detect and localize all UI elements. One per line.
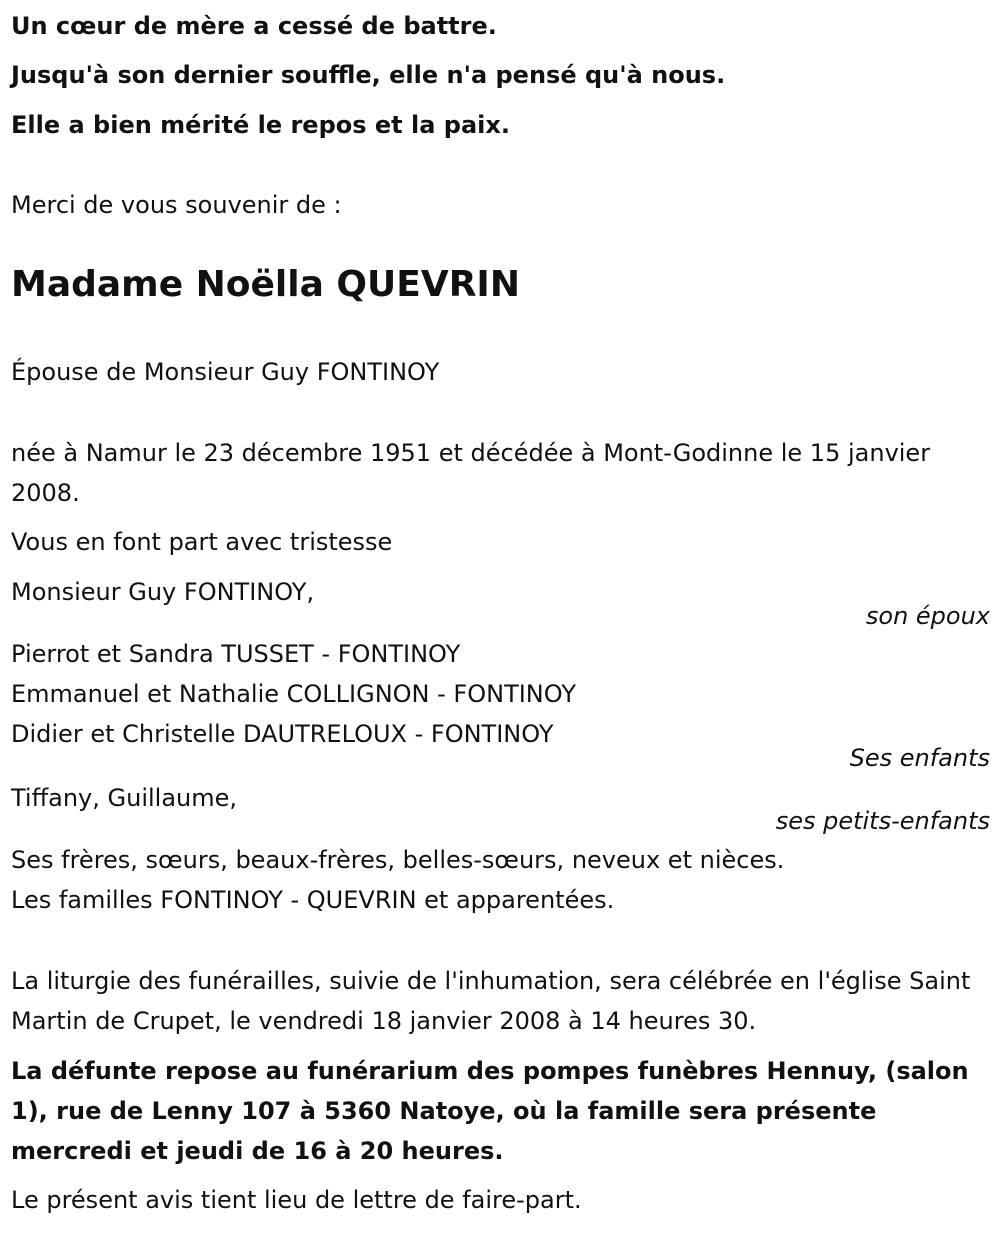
siblings-line: Ses frères, sœurs, beaux-frères, belles-sœurs, neveux et nièces. [11, 846, 785, 874]
intro-line-1: Un cœur de mère a cessé de battre. [11, 12, 497, 40]
families-line: Les familles FONTINOY - QUEVRIN et apparentées. [11, 886, 615, 914]
grandchildren-names: Tiffany, Guillaume, [11, 784, 238, 812]
birth-death-text: née à Namur le 23 décembre 1951 et décédée à Mont-Godinne le 15 janvier 2008. [11, 439, 931, 507]
spouse-line: Épouse de Monsieur Guy FONTINOY [11, 358, 440, 386]
intro-line-3: Elle a bien mérité le repos et la paix. [11, 111, 510, 139]
children-role: Ses enfants [849, 744, 990, 772]
closing-text: Le présent avis tient lieu de lettre de faire-part. [11, 1186, 582, 1214]
child-line-2: Emmanuel et Nathalie COLLIGNON - FONTINOY [11, 680, 576, 708]
child-line-3: Didier et Christelle DAUTRELOUX - FONTINOY [11, 720, 554, 748]
intro-line-2: Jusqu'à son dernier souffle, elle n'a pensé qu'à nous. [11, 61, 726, 89]
liturgy-text: La liturgie des funérailles, suivie de l'inhumation, sera célébrée en l'église Saint Martin de Crupet, le vendredi 18 janvier 2008 à 14 heures 30. [11, 967, 971, 1035]
husband-name: Monsieur Guy FONTINOY, [11, 578, 315, 606]
child-line-1: Pierrot et Sandra TUSSET - FONTINOY [11, 640, 461, 668]
announce-text: Vous en font part avec tristesse [11, 528, 393, 556]
husband-role: son époux [865, 602, 990, 630]
grandchildren-role: ses petits-enfants [775, 807, 990, 835]
deceased-name: Madame Noëlla QUEVRIN [11, 264, 520, 305]
remember-text: Merci de vous souvenir de : [11, 191, 342, 219]
funerarium-text: La défunte repose au funérarium des pompes funèbres Hennuy, (salon 1), rue de Lenny 107 à 5360 Natoye, où la famille sera présente mercredi et jeudi de 16 à 20 heures. [11, 1057, 969, 1165]
